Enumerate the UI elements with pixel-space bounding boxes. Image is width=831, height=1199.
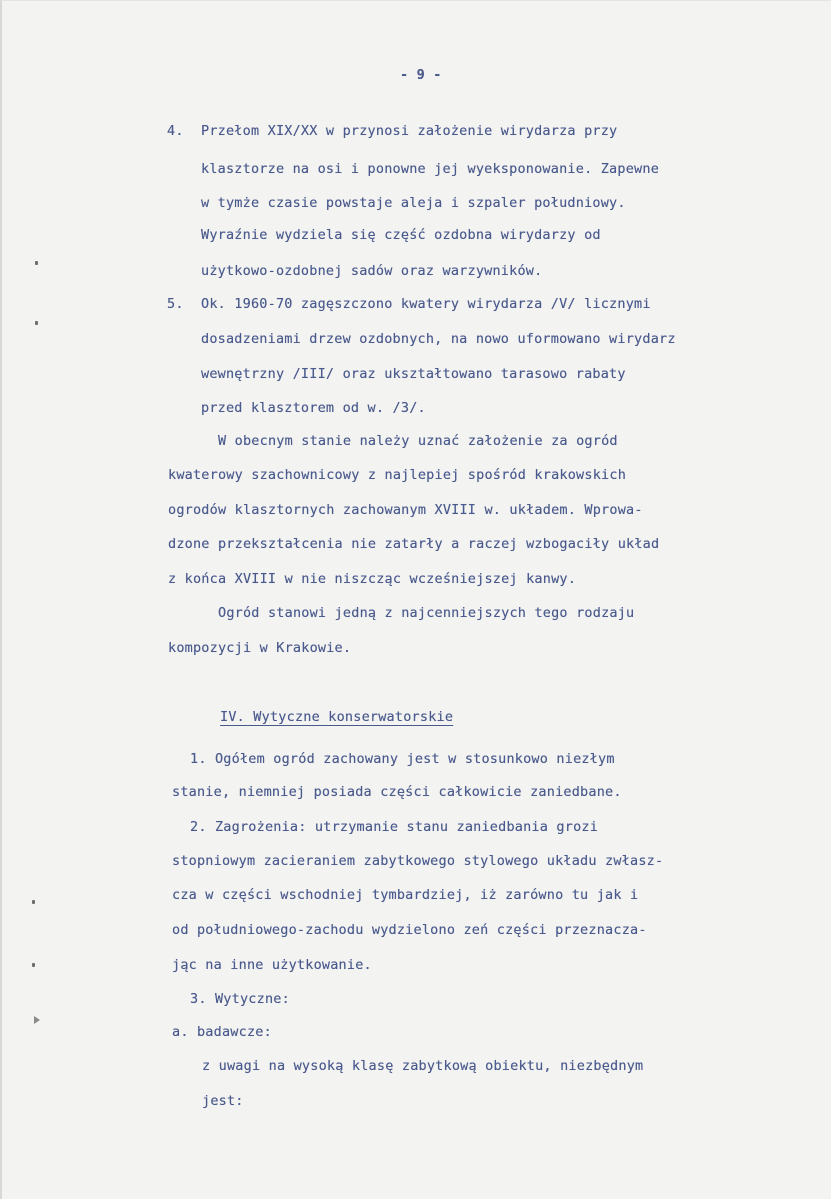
section-point-line: 2. Zagrożenia: utrzymanie stanu zaniedbania grozi [190, 819, 599, 835]
margin-mark [35, 321, 38, 325]
item-5-line: Ok. 1960-70 zagęszczono kwatery wirydarza /V/ licznymi [201, 296, 651, 312]
paragraph-line: kompozycji w Krakowie. [168, 640, 352, 656]
paragraph-line: W obecnym stanie należy uznać założenie za ogród [218, 433, 618, 449]
paragraph-line: ogrodów klasztornych zachowanym XVIII w. układem. Wprowa- [168, 502, 643, 518]
item-5-line: dosadzeniami drzew ozdobnych, na nowo uformowano wirydarz [201, 331, 676, 347]
margin-mark [35, 261, 38, 265]
section-point-line: od południowego-zachodu wydzielono zeń części przeznacza- [172, 922, 647, 938]
section-point-line: stanie, niemniej posiada części całkowicie zaniedbane. [172, 784, 622, 800]
subpoint-a-line: jest: [202, 1093, 244, 1109]
item-5-number: 5. [167, 296, 184, 312]
paragraph-line: kwaterowy szachownicowy z najlepiej spośród krakowskich [168, 467, 627, 483]
paragraph-line: Ogród stanowi jedną z najcenniejszych tego rodzaju [218, 605, 635, 621]
item-4-line: klasztorze na osi i ponowne jej wyeksponowanie. Zapewne [201, 161, 660, 177]
item-5-line: wewnętrzny /III/ oraz ukształtowano tarasowo rabaty [201, 366, 626, 382]
item-4-line: w tymże czasie powstaje aleja i szpaler południowy. [201, 195, 626, 211]
item-4-number: 4. [167, 123, 184, 139]
item-5-line: przed klasztorem od w. /3/. [201, 400, 426, 416]
margin-mark [32, 900, 35, 904]
margin-arrow-mark [34, 1016, 40, 1024]
item-4-line: użytkowo-ozdobnej sadów oraz warzywników. [201, 263, 543, 279]
section-point-line: jąc na inne użytkowanie. [172, 957, 372, 973]
section-point-line: stopniowym zacieraniem zabytkowego stylowego układu zwłasz- [172, 853, 664, 869]
section-point-line: cza w części wschodniej tymbardziej, iż zarówno tu jak i [172, 887, 639, 903]
item-4-line: Wyraźnie wydziela się część ozdobna wirydarzy od [201, 227, 601, 243]
subpoint-a-line: z uwagi na wysoką klasę zabytkową obiektu, niezbędnym [202, 1058, 644, 1074]
item-4-line: Przełom XIX/XX w przynosi założenie wirydarza przy [201, 123, 618, 139]
section-point-line: 1. Ogółem ogród zachowany jest w stosunkowo niezłym [190, 751, 615, 767]
subpoint-a-label: a. badawcze: [172, 1024, 272, 1040]
page-number: - 9 - [400, 67, 442, 83]
paragraph-line: dzone przekształcenia nie zatarły a raczej wzbogaciły układ [168, 536, 660, 552]
section-heading: IV. Wytyczne konserwatorskie [220, 709, 454, 725]
paragraph-line: z końca XVIII w nie niszcząc wcześniejszej kanwy. [168, 571, 577, 587]
margin-mark [32, 963, 35, 967]
section-point-3: 3. Wytyczne: [190, 991, 290, 1007]
